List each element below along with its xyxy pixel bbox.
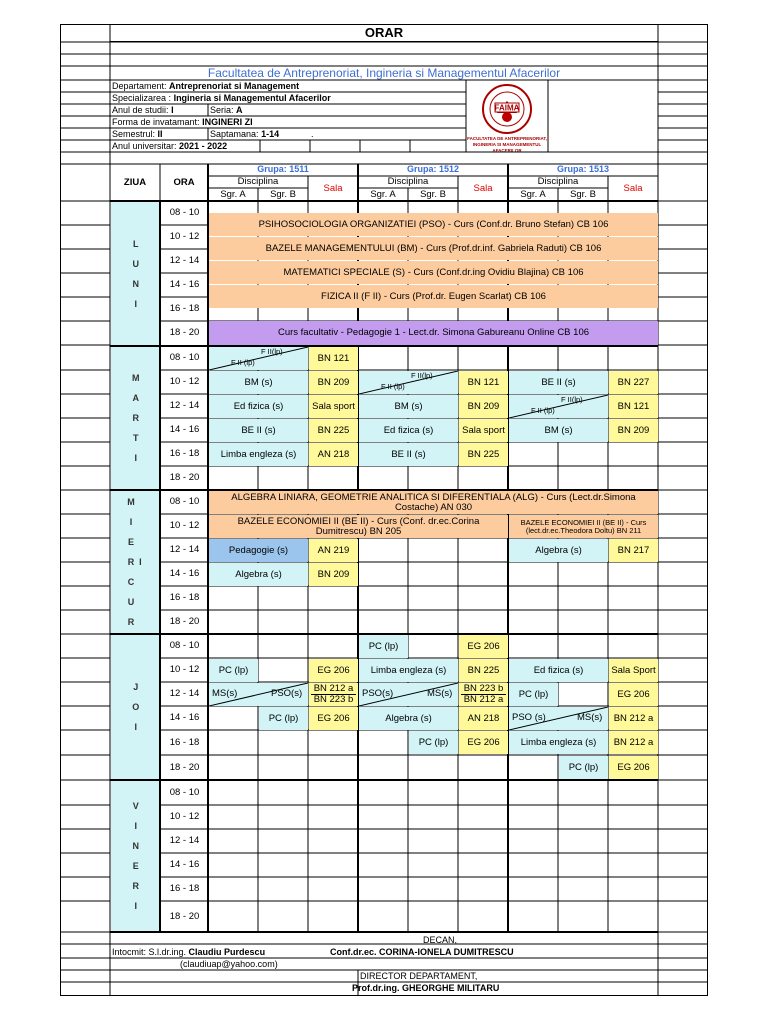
hour-label: 10 - 12 bbox=[169, 376, 200, 388]
hour-label: 16 - 18 bbox=[169, 303, 200, 315]
hour-label: 14 - 16 bbox=[169, 859, 200, 871]
day-vineri: V I N E R I bbox=[111, 781, 159, 931]
hour-label: 16 - 18 bbox=[169, 592, 200, 604]
joi-g3-pc-r6: PC (lp) bbox=[559, 756, 608, 779]
miercuri-course-beii-right: BAZELE ECONOMIEI II (BE II) - Curs (lect.dr.ec.Theodora Doltu) BN 211 bbox=[509, 515, 658, 538]
joi-g3-r6-sala: EG 206 bbox=[609, 756, 658, 779]
miercuri-g3-algebra: Algebra (s) bbox=[509, 539, 608, 562]
svg-text:FAIMA: FAIMA bbox=[494, 103, 520, 113]
hour-label: 14 - 16 bbox=[169, 712, 200, 724]
marti-g1-edfizica: Ed fizica (s) bbox=[209, 395, 308, 418]
marti-g1-beii: BE II (s) bbox=[209, 419, 308, 442]
joi-g2-r3-sala: BN 223 b BN 212 a bbox=[459, 683, 508, 706]
hour-label: 18 - 20 bbox=[169, 327, 200, 339]
joi-g3-r5-sala: BN 212 a bbox=[609, 731, 658, 754]
svg-text:FACULTATEA DE ANTREPRENORIAT,: FACULTATEA DE ANTREPRENORIAT, bbox=[467, 136, 547, 141]
joi-g2-pc: PC (lp) bbox=[359, 635, 408, 658]
group-1513-label: Grupa: 1513 bbox=[556, 164, 610, 175]
marti-g2-r5-sala: BN 225 bbox=[459, 443, 508, 466]
decan-name: Conf.dr.ec. CORINA-IONELA DUMITRESCU bbox=[330, 947, 514, 957]
group-1511-label: Grupa: 1511 bbox=[257, 164, 309, 175]
marti-g3-fii-lab: F II(lp) F II (lp) bbox=[509, 395, 608, 418]
marti-g2-r2-sala: BN 121 bbox=[459, 371, 508, 394]
joi-g1-r2-sala: EG 206 bbox=[309, 659, 358, 682]
joi-g1-pc: PC (lp) bbox=[209, 659, 258, 682]
joi-g3-r3-sala: EG 206 bbox=[609, 683, 658, 706]
joi-g1-ms-pso: MS(s) PSO(s) bbox=[209, 683, 308, 706]
joi-g3-engleza: Limba engleza (s) bbox=[509, 731, 608, 754]
director-label: DIRECTOR DEPARTAMENT, bbox=[360, 971, 478, 981]
departament-row: Departament: Antreprenoriat si Management bbox=[112, 81, 300, 91]
hour-label: 10 - 12 bbox=[169, 520, 200, 532]
faculty-name: Facultatea de Antreprenoriat, Ingineria si Managementul Afacerilor bbox=[207, 66, 561, 80]
miercuri-g1-pedagogie: Pedagogie (s) bbox=[209, 539, 308, 562]
hour-label: 16 - 18 bbox=[169, 448, 200, 460]
hour-label: 16 - 18 bbox=[169, 883, 200, 895]
day-luni: L U N I bbox=[111, 202, 159, 345]
miercuri-g1-r3-sala: AN 219 bbox=[309, 539, 358, 562]
svg-text:INGINERIA SI MANAGEMENTUL: INGINERIA SI MANAGEMENTUL bbox=[472, 142, 542, 147]
joi-g1-r4-sala: EG 206 bbox=[309, 707, 358, 730]
hour-label: 08 - 10 bbox=[169, 207, 200, 219]
hour-label: 18 - 20 bbox=[169, 761, 200, 773]
day-miercuri: M I E R C U R I bbox=[111, 491, 159, 633]
joi-g2-pc-r5: PC (lp) bbox=[409, 731, 458, 754]
day-joi: J O I bbox=[111, 635, 159, 779]
email: (claudiuap@yahoo.com) bbox=[180, 959, 278, 969]
sala-header-2: Sala bbox=[473, 182, 493, 194]
sala-header-1: Sala bbox=[323, 182, 343, 194]
anul-row: Anul de studii: I bbox=[112, 105, 174, 115]
hour-label: 14 - 16 bbox=[169, 568, 200, 580]
hour-label: 10 - 12 bbox=[169, 664, 200, 676]
ziua-header: ZIUA bbox=[123, 176, 147, 188]
joi-g3-r2-sala: Sala Sport bbox=[609, 659, 658, 682]
marti-g3-r3-sala: BN 121 bbox=[609, 395, 658, 418]
sgr-b-header-1: Sgr. B bbox=[270, 188, 296, 200]
marti-g3-r2-sala: BN 227 bbox=[609, 371, 658, 394]
marti-g2-fii-lab: F II(lp) F II (lp) bbox=[359, 371, 458, 394]
hour-label: 12 - 14 bbox=[169, 835, 200, 847]
joi-g2-r1-sala: EG 206 bbox=[459, 635, 508, 658]
director-name: Prof.dr.ing. GHEORGHE MILITARU bbox=[352, 983, 500, 993]
ora-header: ORA bbox=[173, 176, 195, 188]
hour-label: 14 - 16 bbox=[169, 424, 200, 436]
decan-label: DECAN, bbox=[422, 935, 457, 945]
hour-label: 12 - 14 bbox=[169, 400, 200, 412]
joi-g2-engleza: Limba engleza (s) bbox=[359, 659, 458, 682]
hour-label: 08 - 10 bbox=[169, 496, 200, 508]
luni-course-bm: BAZELE MANAGEMENTULUI (BM) - Curs (Prof.dr.inf. Gabriela Raduti) CB 106 bbox=[209, 237, 658, 260]
page-title: ORAR bbox=[110, 24, 658, 42]
joi-g2-r2-sala: BN 225 bbox=[459, 659, 508, 682]
marti-g3-r4-sala: BN 209 bbox=[609, 419, 658, 442]
marti-g1-r5-sala: AN 218 bbox=[309, 443, 358, 466]
luni-course-pso: PSIHOSOCIOLOGIA ORGANIZATIEI (PSO) - Curs (Conf.dr. Bruno Stefan) CB 106 bbox=[209, 213, 658, 236]
marti-g2-edfizica: Ed fizica (s) bbox=[359, 419, 458, 442]
sgr-a-header-1: Sgr. A bbox=[220, 188, 246, 200]
hour-label: 10 - 12 bbox=[169, 231, 200, 243]
dot: . bbox=[311, 129, 314, 139]
luni-course-ms: MATEMATICI SPECIALE (S) - Curs (Conf.dr.ing Ovidiu Blajina) CB 106 bbox=[209, 261, 658, 284]
disciplina-header-1: Disciplina bbox=[237, 176, 279, 188]
sgr-b-header-2: Sgr. B bbox=[420, 188, 446, 200]
joi-g2-pso-ms: PSO(s) MS(s) bbox=[359, 683, 458, 706]
joi-g1-r3-sala: BN 212 a BN 223 b bbox=[309, 683, 358, 706]
anul-univ-row: Anul universitar: 2021 - 2022 bbox=[112, 141, 228, 151]
hour-label: 14 - 16 bbox=[169, 279, 200, 291]
hour-label: 08 - 10 bbox=[169, 640, 200, 652]
saptamana-row: Saptamana: 1-14 bbox=[210, 129, 280, 139]
joi-g2-r4-sala: AN 218 bbox=[459, 707, 508, 730]
marti-g1-r3-sala: Sala sport bbox=[309, 395, 358, 418]
hour-label: 12 - 14 bbox=[169, 544, 200, 556]
joi-g2-r5-sala: EG 206 bbox=[459, 731, 508, 754]
joi-g2-algebra: Algebra (s) bbox=[359, 707, 458, 730]
marti-g3-beii: BE II (s) bbox=[509, 371, 608, 394]
group-1512-label: Grupa: 1512 bbox=[406, 164, 460, 175]
hour-label: 08 - 10 bbox=[169, 786, 200, 798]
marti-g1-engleza: Limba engleza (s) bbox=[209, 443, 308, 466]
sgr-a-header-3: Sgr. A bbox=[520, 188, 546, 200]
hour-label: 10 - 12 bbox=[169, 811, 200, 823]
joi-g1-pc-r4: PC (lp) bbox=[259, 707, 308, 730]
sgr-a-header-2: Sgr. A bbox=[370, 188, 396, 200]
sgr-b-header-3: Sgr. B bbox=[570, 188, 596, 200]
marti-g2-r4-sala: Sala sport bbox=[459, 419, 508, 442]
marti-g2-r3-sala: BN 209 bbox=[459, 395, 508, 418]
miercuri-g1-r4-sala: BN 209 bbox=[309, 563, 358, 586]
marti-g1-fii-lab: F II(lp) F II (lp) bbox=[209, 347, 308, 370]
hour-label: 12 - 14 bbox=[169, 255, 200, 267]
hour-label: 18 - 20 bbox=[169, 472, 200, 484]
marti-g1-r2-sala: BN 209 bbox=[309, 371, 358, 394]
luni-course-fii: FIZICA II (F II) - Curs (Prof.dr. Eugen Scarlat) CB 106 bbox=[209, 285, 658, 308]
miercuri-g1-algebra: Algebra (s) bbox=[209, 563, 308, 586]
marti-g2-bm: BM (s) bbox=[359, 395, 458, 418]
semestru-row: Semestrul: II bbox=[112, 129, 163, 139]
hour-label: 16 - 18 bbox=[169, 736, 200, 748]
day-marti: M A R T I bbox=[111, 347, 159, 489]
hour-label: 12 - 14 bbox=[169, 688, 200, 700]
disciplina-header-3: Disciplina bbox=[537, 176, 579, 188]
miercuri-g3-r3-sala: BN 217 bbox=[609, 539, 658, 562]
svg-text:AFACERILOR: AFACERILOR bbox=[492, 148, 522, 153]
marti-g2-beii: BE II (s) bbox=[359, 443, 458, 466]
specializare-row: Specializarea : Ingineria si Managementul Afacerilor bbox=[112, 93, 331, 103]
miercuri-course-beii-left: BAZELE ECONOMIEI II (BE II) - Curs (Conf. dr.ec.Corina Dumitrescu) BN 205 bbox=[209, 515, 508, 538]
marti-g1-r1-sala: BN 121 bbox=[309, 347, 358, 370]
forma-row: Forma de invatamant: INGINERI ZI bbox=[112, 117, 253, 127]
joi-g3-pc: PC (lp) bbox=[509, 683, 558, 706]
hour-label: 18 - 20 bbox=[169, 616, 200, 628]
seria-row: Seria: A bbox=[210, 105, 243, 115]
hour-label: 18 - 20 bbox=[169, 910, 200, 922]
marti-g1-bm: BM (s) bbox=[209, 371, 308, 394]
intocmit: Intocmit: S.l.dr.ing. Claudiu Purdescu bbox=[112, 947, 266, 957]
sala-header-3: Sala bbox=[623, 182, 643, 194]
joi-g3-edfizica: Ed fizica (s) bbox=[509, 659, 608, 682]
joi-g3-pso-ms: PSO (s) MS(s) bbox=[509, 707, 608, 730]
hour-label: 08 - 10 bbox=[169, 352, 200, 364]
marti-g3-bm: BM (s) bbox=[509, 419, 608, 442]
luni-course-pedagogie: Curs facultativ - Pedagogie 1 - Lect.dr. Simona Gabureanu Online CB 106 bbox=[209, 321, 658, 345]
disciplina-header-2: Disciplina bbox=[387, 176, 429, 188]
miercuri-course-alg: ALGEBRA LINIARA, GEOMETRIE ANALITICA SI DIFERENTIALA (ALG) - Curs (Lect.dr.Simona Costache) AN 030 bbox=[209, 491, 658, 514]
marti-g1-r4-sala: BN 225 bbox=[309, 419, 358, 442]
joi-g3-r4-sala: BN 212 a bbox=[609, 707, 658, 730]
